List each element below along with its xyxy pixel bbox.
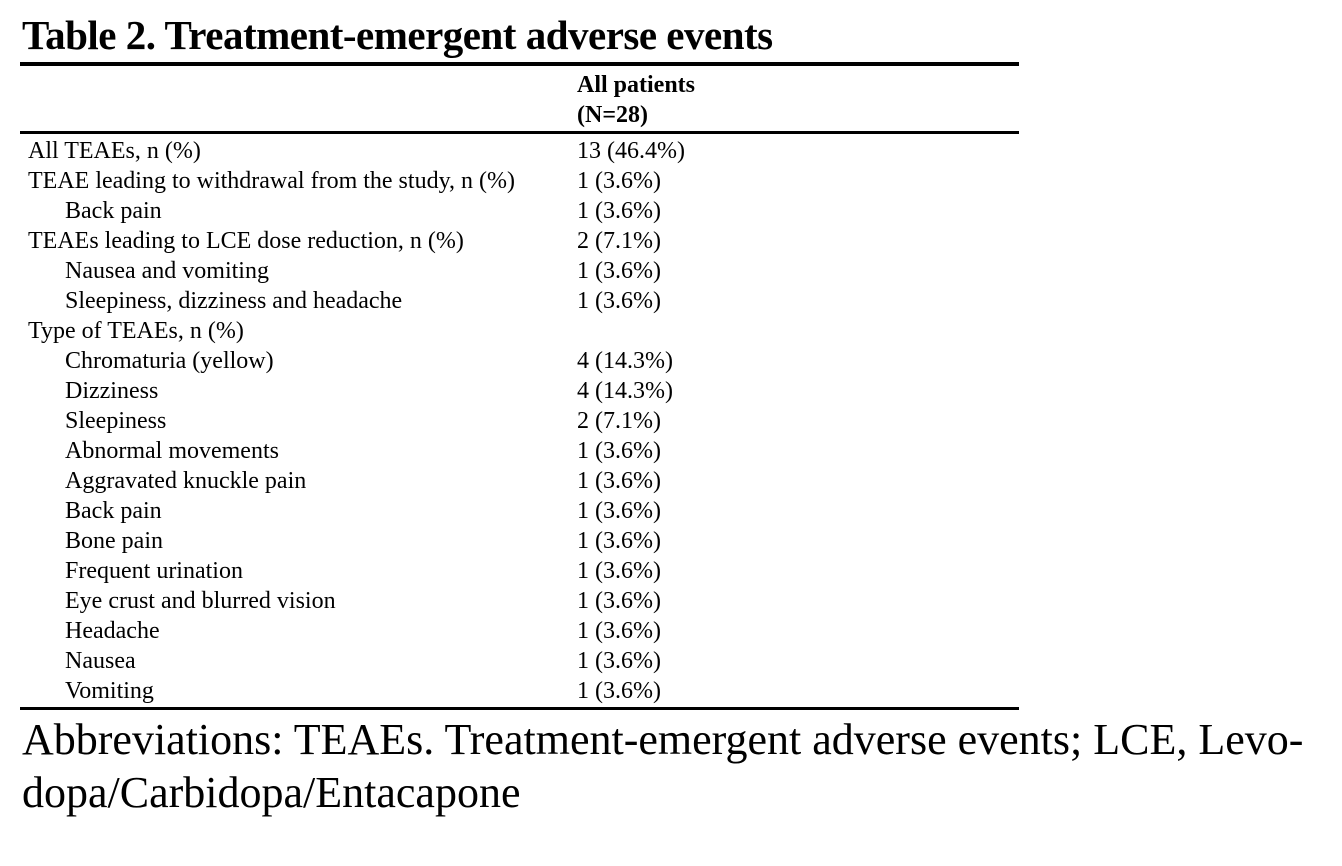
table-header <box>577 66 1342 130</box>
table-row <box>0 286 1342 316</box>
table-row <box>0 466 1342 496</box>
table-row <box>0 676 1342 706</box>
table-row <box>0 406 1342 436</box>
table-row <box>0 556 1342 586</box>
row-value: 1 (3.6%) <box>577 558 661 584</box>
table-row <box>0 376 1342 406</box>
row-label: Headache <box>65 618 160 644</box>
table-row <box>0 136 1342 166</box>
row-value: 1 (3.6%) <box>577 588 661 614</box>
table-row <box>0 646 1342 676</box>
table-row <box>0 346 1342 376</box>
row-label: Bone pain <box>65 528 163 554</box>
row-value: 4 (14.3%) <box>577 348 673 374</box>
row-value: 1 (3.6%) <box>577 618 661 644</box>
table-row <box>0 616 1342 646</box>
row-label: Frequent urination <box>65 558 243 584</box>
row-label: TEAE leading to withdrawal from the study, n (%) <box>28 168 515 194</box>
row-label: Aggravated knuckle pain <box>65 468 307 494</box>
row-value: 1 (3.6%) <box>577 288 661 314</box>
abbreviations-footnote <box>0 710 1342 819</box>
row-label: Back pain <box>65 198 162 224</box>
table-row <box>0 496 1342 526</box>
row-label: Vomiting <box>65 678 154 704</box>
table-row <box>0 226 1342 256</box>
table-row <box>0 436 1342 466</box>
row-label: All TEAEs, n (%) <box>28 138 201 164</box>
header-rule <box>20 131 1019 134</box>
row-value: 1 (3.6%) <box>577 528 661 554</box>
table-row <box>0 256 1342 286</box>
row-value: 1 (3.6%) <box>577 438 661 464</box>
table-title: Table 2. Treatment-emergent adverse events <box>22 12 773 58</box>
row-label: Dizziness <box>65 378 159 404</box>
column-header-line1: All patients <box>577 72 696 98</box>
row-value: 1 (3.6%) <box>577 168 661 194</box>
footnote-line-2: dopa/Carbidopa/Entacapone <box>22 768 521 817</box>
row-value: 2 (7.1%) <box>577 408 661 434</box>
table-body <box>0 136 1342 706</box>
row-label: Abnormal movements <box>65 438 279 464</box>
row-value: 13 (46.4%) <box>577 138 685 164</box>
row-label: Sleepiness <box>65 408 167 434</box>
row-value: 1 (3.6%) <box>577 468 661 494</box>
table-row <box>0 166 1342 196</box>
row-label: TEAEs leading to LCE dose reduction, n (%) <box>28 228 464 254</box>
row-value: 1 (3.6%) <box>577 198 661 224</box>
row-value: 2 (7.1%) <box>577 228 661 254</box>
row-value: 1 (3.6%) <box>577 498 661 524</box>
row-label: Eye crust and blurred vision <box>65 588 336 614</box>
row-value <box>577 316 1342 346</box>
table-row <box>0 196 1342 226</box>
row-label: Chromaturia (yellow) <box>65 348 274 374</box>
row-value: 4 (14.3%) <box>577 378 673 404</box>
row-value: 1 (3.6%) <box>577 678 661 704</box>
row-value: 1 (3.6%) <box>577 258 661 284</box>
table-row <box>0 316 1342 346</box>
column-header-line2: (N=28) <box>577 102 648 128</box>
row-label: Sleepiness, dizziness and headache <box>65 288 403 314</box>
row-label: Nausea and vomiting <box>65 258 269 284</box>
table-row <box>0 526 1342 556</box>
table-row <box>0 586 1342 616</box>
row-label: Type of TEAEs, n (%) <box>28 318 244 344</box>
footnote-line-1: Abbreviations: TEAEs. Treatment-emergent adverse events; LCE, Levo- <box>22 715 1304 764</box>
row-label: Back pain <box>65 498 162 524</box>
row-label: Nausea <box>65 648 136 674</box>
row-value: 1 (3.6%) <box>577 648 661 674</box>
